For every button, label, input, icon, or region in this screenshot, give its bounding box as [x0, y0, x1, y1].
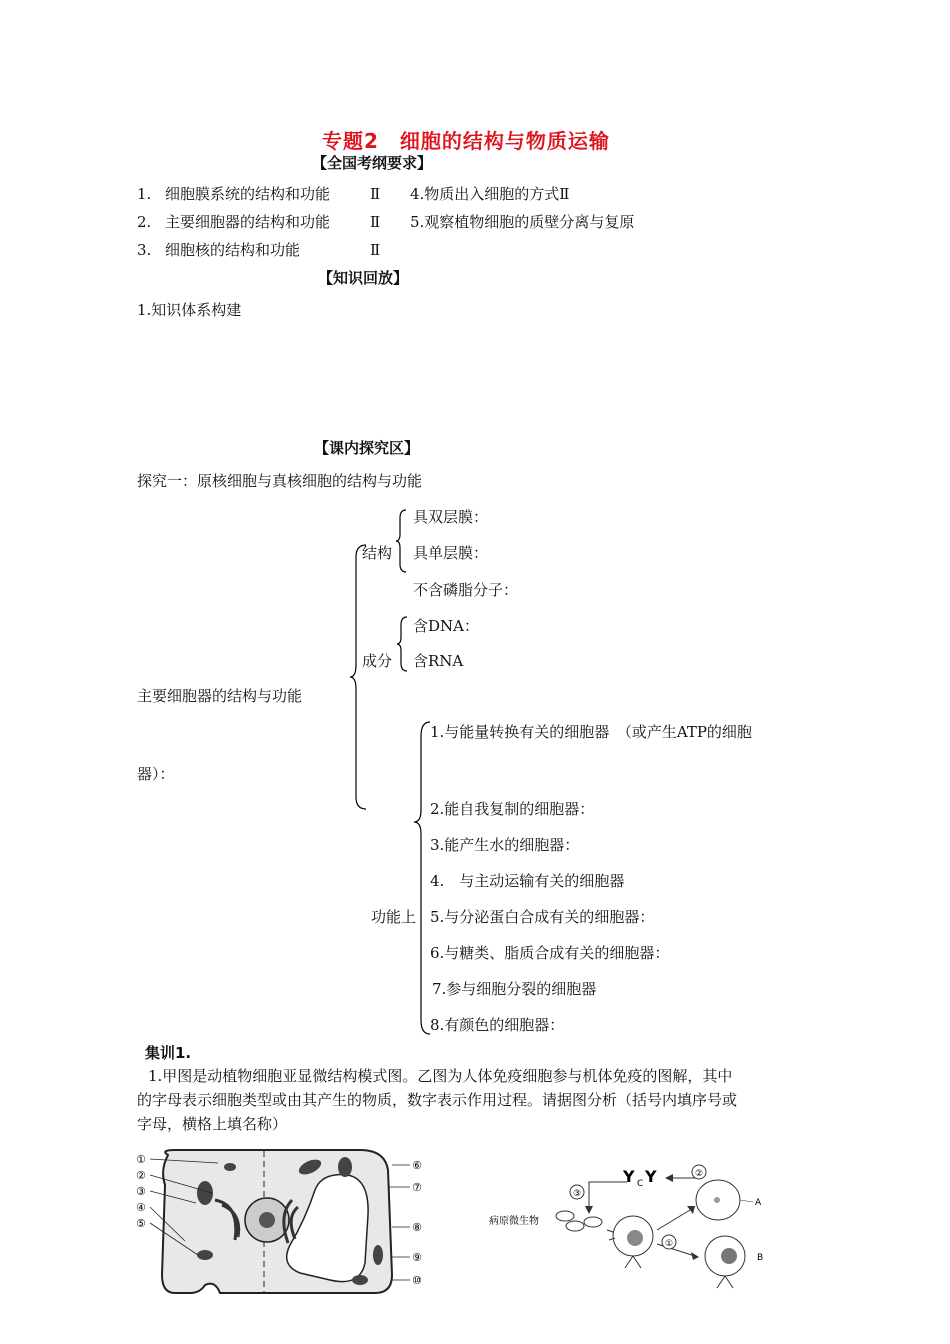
function-item: 2.能自我复制的细胞器： [430, 800, 595, 818]
function-item: 3.能产生水的细胞器： [430, 836, 580, 854]
review-item: 1.知识体系构建 [137, 301, 242, 319]
syllabus-item-extra: 4.物质出入细胞的方式Ⅱ [410, 185, 570, 203]
label-1: ① [136, 1153, 146, 1166]
pathogen-label: 病原微生物 [489, 1216, 539, 1227]
explore-topic: 探究一：原核细胞与真核细胞的结构与功能 [137, 472, 423, 490]
cell-label-a: A [755, 1198, 762, 1208]
function-label: 功能上 [371, 908, 417, 926]
review-heading: 【知识回放】 [318, 269, 409, 287]
label-5: ⑤ [136, 1217, 146, 1230]
question-line: 的字母表示细胞类型或由其产生的物质，数字表示作用过程。请据图分析（括号内填序号或 [137, 1091, 738, 1109]
syllabus-heading: 【全国考纲要求】 [312, 154, 433, 172]
label-8: ⑧ [412, 1221, 422, 1234]
composition-label: 成分 [362, 652, 393, 670]
syllabus-item-text: 细胞膜系统的结构和功能 [165, 185, 331, 203]
tree-root-continuation: 器）： [137, 765, 175, 783]
process-1: ① [665, 1239, 674, 1249]
syllabus-item-text: 主要细胞器的结构和功能 [165, 213, 331, 231]
tree-root: 主要细胞器的结构与功能 [137, 687, 303, 705]
page-title: 专题2 细胞的结构与物质运输 [322, 129, 610, 153]
explore-heading: 【课内探究区】 [314, 439, 420, 457]
structure-item: 不含磷脂分子： [413, 581, 519, 599]
syllabus-item-level: Ⅱ [370, 185, 381, 203]
structure-label: 结构 [362, 544, 393, 562]
structure-brace [396, 510, 408, 572]
function-item: 8.有颜色的细胞器： [430, 1016, 565, 1034]
label-9: ⑨ [412, 1251, 422, 1264]
function-item: 5.与分泌蛋白合成有关的细胞器： [430, 908, 655, 926]
svg-text:Y: Y [623, 1167, 635, 1186]
question-line: 字母，横格上填名称） [137, 1115, 288, 1133]
label-2: ② [136, 1169, 146, 1182]
cell-label-c: C [637, 1179, 644, 1189]
label-3: ③ [136, 1185, 146, 1198]
training-heading: 集训1. [145, 1044, 192, 1062]
syllabus-item-num: 1. [137, 185, 152, 203]
label-4: ④ [136, 1201, 146, 1214]
cell-structure-figure [130, 1145, 430, 1295]
main-brace [350, 545, 370, 810]
question-line: 1.甲图是动植物细胞亚显微结构模式图。乙图为人体免疫细胞参与机体免疫的图解，其中 [148, 1067, 733, 1085]
composition-item: 含DNA： [413, 617, 479, 635]
label-6: ⑥ [412, 1159, 422, 1172]
syllabus-item-num: 2. [137, 213, 152, 231]
function-item: 7.参与细胞分裂的细胞器 [432, 980, 597, 998]
process-2: ② [695, 1169, 704, 1179]
function-item: 1.与能量转换有关的细胞器 （或产生ATP的细胞 [430, 723, 752, 741]
syllabus-item-extra: 5.观察植物细胞的质壁分离与复原 [410, 213, 635, 231]
structure-item: 具单层膜： [413, 544, 489, 562]
syllabus-item-level: Ⅱ [370, 241, 381, 259]
label-7: ⑦ [412, 1181, 422, 1194]
label-10: ⑩ [412, 1274, 422, 1287]
process-3: ③ [573, 1189, 582, 1199]
immune-process-figure [485, 1160, 785, 1300]
svg-text:Y: Y [645, 1167, 657, 1186]
composition-brace [397, 617, 409, 671]
syllabus-item-num: 3. [137, 241, 152, 259]
composition-item: 含RNA [413, 652, 464, 670]
syllabus-item-level: Ⅱ [370, 213, 381, 231]
function-item: 4. 与主动运输有关的细胞器 [430, 872, 625, 890]
structure-item: 具双层膜： [413, 508, 489, 526]
syllabus-item-text: 细胞核的结构和功能 [165, 241, 301, 259]
cell-label-b: B [757, 1253, 764, 1263]
function-item: 6.与糖类、脂质合成有关的细胞器： [430, 944, 670, 962]
